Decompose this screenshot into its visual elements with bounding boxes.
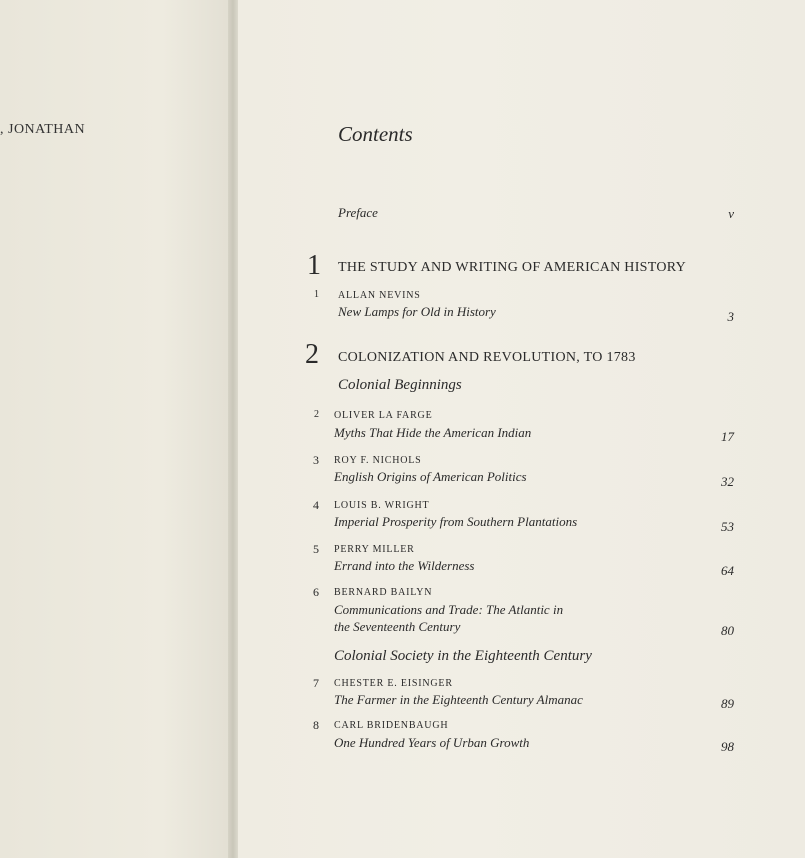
entry-author: ROY F. NICHOLS — [334, 455, 422, 466]
left-page-running-text: , JONATHAN — [0, 122, 86, 137]
entry-number: 8 — [313, 718, 319, 732]
book-gutter — [228, 0, 238, 858]
entry-author: CARL BRIDENBAUGH — [334, 720, 449, 731]
entry-author: BERNARD BAILYN — [334, 587, 433, 598]
left-page — [0, 0, 232, 858]
section-title: COLONIZATION AND REVOLUTION, TO 1783 — [338, 350, 636, 365]
page-title: Contents — [338, 122, 413, 146]
entry-title: Errand into the Wilderness — [334, 558, 475, 573]
entry-title: New Lamps for Old in History — [338, 304, 496, 319]
entry-page: 53 — [721, 519, 734, 534]
entry-title: Myths That Hide the American Indian — [334, 425, 532, 440]
entry-title: English Origins of American Politics — [334, 469, 527, 484]
entry-page: 32 — [721, 474, 734, 489]
section-title: THE STUDY AND WRITING OF AMERICAN HISTORY — [338, 260, 687, 275]
preface-label: Preface — [338, 205, 378, 220]
entry-page: 17 — [721, 429, 734, 444]
section-number: 1 — [307, 250, 321, 281]
entry-author: CHESTER E. EISINGER — [334, 678, 453, 689]
entry-title: The Farmer in the Eighteenth Century Almanac — [334, 692, 583, 707]
section-number: 2 — [305, 339, 319, 370]
entry-page: 98 — [721, 739, 734, 754]
preface-page: v — [728, 206, 734, 221]
entry-number: 3 — [313, 453, 319, 467]
entry-page: 89 — [721, 696, 734, 711]
entry-author: OLIVER LA FARGE — [334, 410, 433, 421]
entry-page: 3 — [727, 309, 734, 324]
entry-title: Imperial Prosperity from Southern Plantations — [334, 514, 578, 529]
entry-title-line1: Communications and Trade: The Atlantic in — [334, 602, 564, 617]
entry-page: 64 — [721, 563, 734, 578]
entry-number: 7 — [313, 676, 319, 690]
entry-number: 5 — [313, 542, 319, 556]
entry-author: PERRY MILLER — [334, 544, 415, 555]
entry-number: 6 — [313, 585, 319, 599]
entry-author: LOUIS B. WRIGHT — [334, 500, 430, 511]
part-heading: Colonial Society in the Eighteenth Century — [334, 648, 592, 664]
part-heading: Colonial Beginnings — [338, 377, 462, 393]
entry-number: 4 — [313, 498, 319, 512]
entry-title: One Hundred Years of Urban Growth — [334, 735, 530, 750]
entry-page: 80 — [721, 623, 734, 638]
entry-title-line2: the Seventeenth Century — [334, 619, 461, 634]
entry-number: 1 — [314, 289, 319, 300]
entry-number: 2 — [314, 409, 319, 420]
entry-author: ALLAN NEVINS — [338, 290, 421, 301]
